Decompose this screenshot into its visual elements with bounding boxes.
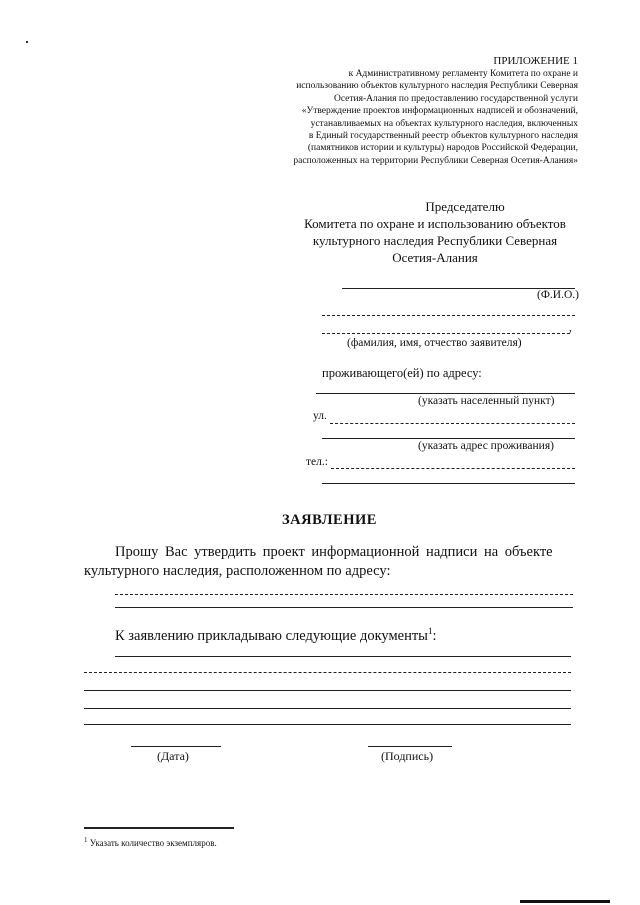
locality-line[interactable] <box>316 393 575 394</box>
locality-caption: (указать населенный пункт) <box>418 395 555 407</box>
appendix-title: ПРИЛОЖЕНИЕ 1 <box>493 55 578 67</box>
documents-line-4[interactable] <box>84 708 571 709</box>
appendix-line: «Утверждение проектов информационных надписей и обозначений, <box>301 106 578 117</box>
addressee-line: Председателю <box>425 199 505 214</box>
documents-line-5[interactable] <box>84 724 571 725</box>
addressee-line: культурного наследия Республики Северная <box>312 233 558 248</box>
phone-label: тел.: <box>306 456 328 468</box>
applicant-fio-caption: (фамилия, имя, отчество заявителя) <box>347 337 522 349</box>
object-address-line-2[interactable] <box>115 607 573 608</box>
documents-label <box>115 626 436 645</box>
footnote-separator <box>84 827 234 829</box>
address-caption: (указать адрес проживания) <box>418 440 554 452</box>
appendix-line: использованию объектов культурного наследия Республики Северная <box>296 81 578 92</box>
documents-line-1[interactable] <box>115 656 571 657</box>
signature-line[interactable] <box>368 746 452 747</box>
documents-line-3[interactable] <box>84 690 571 691</box>
appendix-line: устанавливаемых на объектах культурного наследия, включенных <box>310 118 578 129</box>
addressee-line: Комитета по охране и использованию объектов <box>304 216 566 231</box>
applicant-comma: , <box>569 322 572 334</box>
object-address-line-1[interactable] <box>115 594 573 595</box>
applicant-fio-line-1[interactable] <box>322 315 575 316</box>
scan-edge-bar <box>520 900 610 903</box>
addressee-fio-caption: (Ф.И.О.) <box>537 289 579 301</box>
documents-footnote-mark: 1 <box>427 626 433 636</box>
appendix-line: расположенных на территории Республики Северная Осетия-Алания» <box>293 155 578 166</box>
appendix-text <box>293 68 578 167</box>
documents-line-2[interactable] <box>84 672 571 673</box>
date-line[interactable] <box>131 746 221 747</box>
phone-line-2[interactable] <box>322 483 575 484</box>
appendix-line: Осетия-Алания по предоставлению государственной услуги <box>333 93 578 104</box>
address-line[interactable] <box>322 438 575 439</box>
request-line-2: культурного наследия, расположенном по адресу: <box>84 563 391 579</box>
request-line-1: Прошу Вас утвердить проект информационной надписи на объекте <box>115 544 553 560</box>
street-label: ул. <box>313 410 327 422</box>
residing-label: проживающего(ей) по адресу: <box>322 366 482 380</box>
appendix-line: к Административному регламенту Комитета по охране и <box>348 69 578 79</box>
addressee-line: Осетия-Алания <box>392 250 478 265</box>
addressee <box>300 198 570 266</box>
appendix-line: в Единый государственный реестр объектов культурного наследия <box>308 131 578 142</box>
appendix-line: (памятников истории и культуры) народов Российской Федерации, <box>307 143 578 154</box>
signature-caption: (Подпись) <box>381 749 434 763</box>
documents-colon: : <box>432 627 437 644</box>
statement-title: ЗАЯВЛЕНИЕ <box>282 512 377 528</box>
footnote <box>84 836 217 848</box>
footnote-text: Указать количество экземпляров. <box>89 838 217 848</box>
date-caption: (Дата) <box>157 749 189 763</box>
phone-line[interactable] <box>331 468 575 469</box>
footnote-mark: 1 <box>84 836 88 844</box>
scan-dot <box>26 41 28 43</box>
applicant-fio-line-2[interactable] <box>322 333 570 334</box>
street-line[interactable] <box>330 423 575 424</box>
documents-label-text: К заявлению прикладываю следующие документы <box>115 627 428 644</box>
